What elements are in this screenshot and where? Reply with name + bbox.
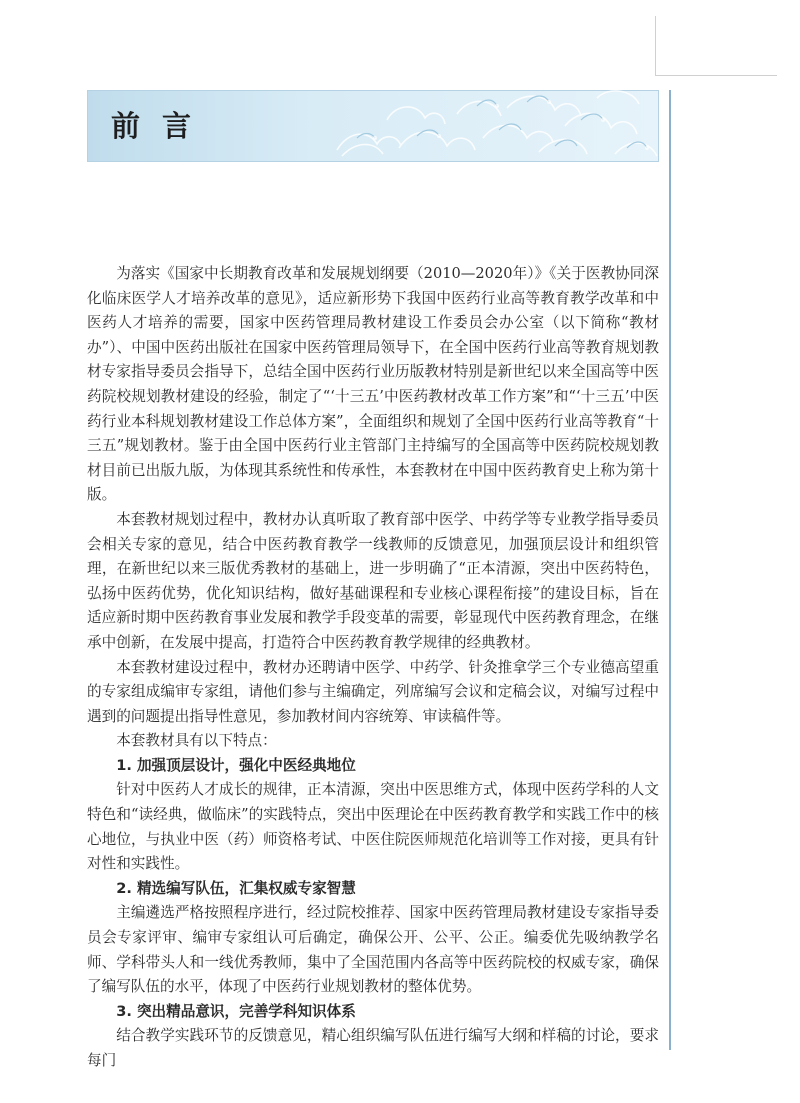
preface-body (87, 262, 659, 1074)
section-paragraph: 主编遴选严格按照程序进行，经过院校推荐、国家中医药管理局教材建设专家指导委员会专家评审、编审专家组认可后确定，确保公开、公平、公正。编委优先吸纳教学名师、学科带头人和一线优秀教师，集中了全国范围内各高等中医药院校的权威专家，确保了编写队伍的水平，体现了中医药行业规划教材的整体优势。 (87, 904, 659, 996)
section-paragraph: 结合教学实践环节的反馈意见，精心组织编写队伍进行编写大纲和样稿的讨论，要求每门 (87, 1027, 659, 1069)
section-heading: 3. 突出精品意识，完善学科知识体系 (116, 1002, 356, 1020)
section-heading: 2. 精选编写队伍，汇集权威专家智慧 (116, 879, 356, 897)
crop-mark-vertical (655, 16, 656, 76)
page-title: 前言 (111, 109, 214, 143)
section-paragraph: 针对中医药人才成长的规律，正本清源，突出中医思维方式，体现中医药学科的人文特色和“读经典，做临床”的实践特点，突出中医理论在中医药教育教学和实践工作中的核心地位，与执业中医（药）师资格考试、中医住院医师规范化培训等工作对接，更具有针对性和实践性。 (87, 781, 659, 873)
page-right-rule (669, 90, 671, 1050)
preface-header-banner (87, 90, 659, 162)
paragraph: 为落实《国家中长期教育改革和发展规划纲要（2010—2020年）》《关于医教协同深化临床医学人才培养改革的意见》，适应新形势下我国中医药行业高等教育教学改革和中医药人才培养的需要，国家中医药管理局教材建设工作委员会办公室（以下简称“教材办”）、中国中医药出版社在国家中医药管理局领导下，在全国中医药行业高等教育规划教材专家指导委员会指导下，总结全国中医药行业历版教材特别是新世纪以来全国高等中医药院校规划教材建设的经验，制定了“‘十三五’中医药教材改革工作方案”和“‘十三五’中医药行业本科规划教材建设工作总体方案”，全面组织和规划了全国中医药行业高等教育“十三五”规划教材。鉴于由全国中医药行业主管部门主持编写的全国高等中医药院校规划教材目前已出版九版，为体现其系统性和传承性，本套教材在中国中医药教育史上称为第十版。 (87, 265, 659, 504)
crop-mark-horizontal (655, 75, 777, 76)
paragraph: 本套教材具有以下特点： (116, 732, 277, 750)
section-heading: 1. 加强顶层设计，强化中医经典地位 (116, 756, 356, 774)
paragraph: 本套教材规划过程中，教材办认真听取了教育部中医学、中药学等专业教学指导委员会相关专家的意见，结合中医药教育教学一线教师的反馈意见，加强顶层设计和组织管理，在新世纪以来三版优秀教材的基础上，进一步明确了“正本清源，突出中医药特色，弘扬中医药优势，优化知识结构，做好基础课程和专业核心课程衔接”的建设目标，旨在适应新时期中医药教育事业发展和教学手段变革的需要，彰显现代中医药教育理念，在继承中创新，在发展中提高，打造符合中医药教育教学规律的经典教材。 (87, 510, 659, 651)
paragraph: 本套教材建设过程中，教材办还聘请中医学、中药学、针灸推拿学三个专业德高望重的专家组成编审专家组，请他们参与主编确定，列席编写会议和定稿会议，对编写过程中遇到的问题提出指导性意见，参加教材间内容统筹、审读稿件等。 (87, 658, 659, 725)
